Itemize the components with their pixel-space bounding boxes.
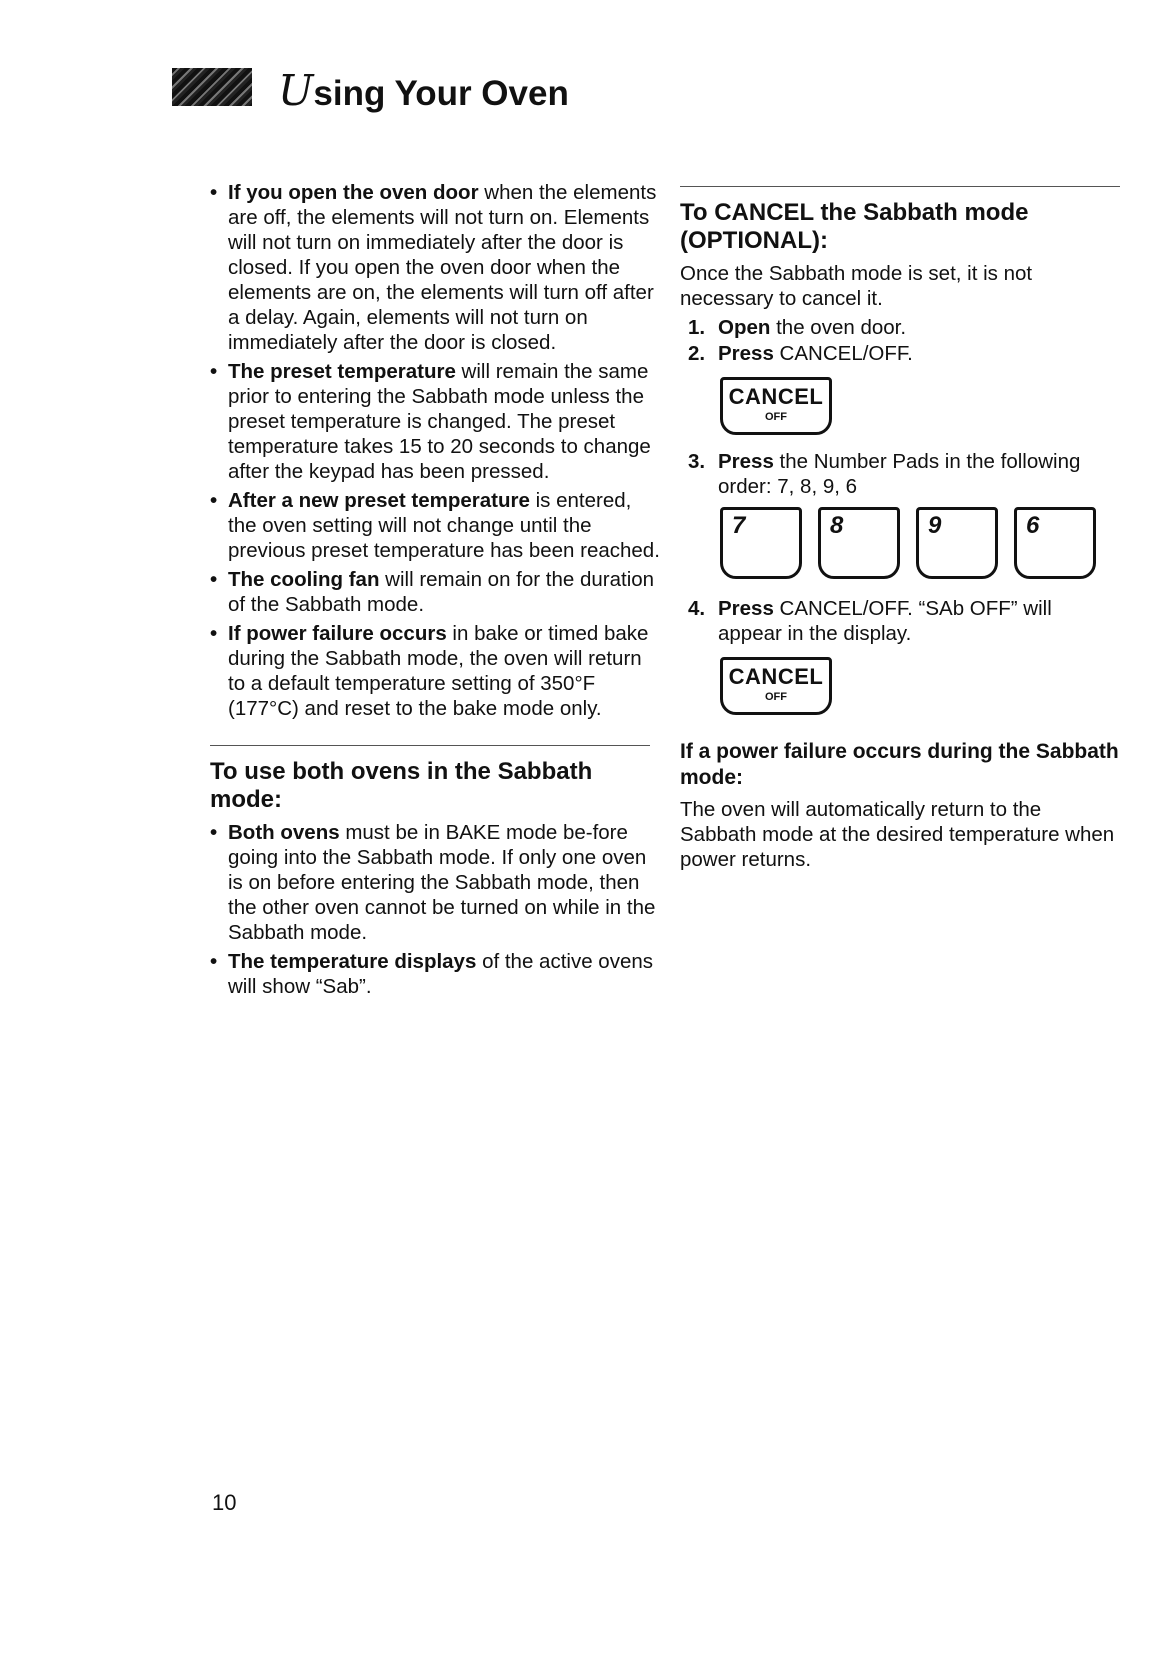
cancel-key-sublabel: OFF	[765, 411, 787, 423]
note-both-ovens-text: must be in BAKE mode be-fore going into the Sabbath mode. If only one oven is on before entering the Sabbath mode, then the other oven cannot be turned on while in the Sabbath mode.	[228, 821, 656, 944]
left-column	[210, 180, 660, 1003]
number-pads	[720, 507, 1120, 584]
note-cooling-fan-lead: The cooling fan	[228, 568, 380, 591]
cancel-off-key-icon	[720, 377, 832, 435]
cancel-key-label: CANCEL	[728, 384, 824, 409]
note-cooling-fan	[210, 567, 660, 617]
step-text: CANCEL/OFF.	[773, 342, 913, 365]
note-temperature-displays	[210, 949, 660, 999]
both-ovens-list	[210, 820, 660, 999]
number-pad-6-icon	[1014, 507, 1096, 579]
step-number: 3.	[688, 450, 706, 473]
number-pad-8-icon	[818, 507, 900, 579]
step-3	[680, 449, 1120, 499]
section-divider	[210, 745, 650, 746]
note-preset-temperature-text: will remain the same prior to entering the Sabbath mode unless the preset temperature is changed. The preset temperature takes 15 to 20 seconds to change after the keypad has been pressed.	[228, 360, 651, 483]
step-2	[680, 341, 1120, 366]
step-1	[680, 315, 1120, 340]
number-pad-7-icon	[720, 507, 802, 579]
number-pad-label: 9	[928, 512, 942, 539]
note-power-failure	[210, 621, 660, 721]
cancel-steps-final	[680, 596, 1120, 646]
note-new-preset-lead: After a new preset temperature	[228, 489, 530, 512]
section-divider	[680, 186, 1120, 187]
note-preset-temperature	[210, 359, 660, 484]
step-action: Press	[718, 597, 774, 620]
power-failure-heading: If a power failure occurs during the Sabbath mode:	[680, 740, 1119, 789]
header-logo-icon	[172, 68, 252, 106]
note-oven-door-lead: If you open the oven door	[228, 181, 479, 204]
note-oven-door	[210, 180, 660, 355]
cancel-sabbath-heading: To CANCEL the Sabbath mode (OPTIONAL):	[680, 199, 1029, 254]
number-pad-label: 7	[732, 512, 746, 539]
title-initial: U	[278, 66, 314, 115]
both-ovens-heading: To use both ovens in the Sabbath mode:	[210, 758, 593, 813]
number-pad-9-icon	[916, 507, 998, 579]
page-number: 10	[212, 1490, 237, 1515]
cancel-steps	[680, 315, 1120, 366]
cancel-off-key-icon	[720, 657, 832, 715]
step-4	[680, 596, 1120, 646]
title-rest: sing Your Oven	[313, 74, 569, 113]
step-action: Press	[718, 342, 774, 365]
power-failure-text: The oven will automatically return to the Sabbath mode at the desired temperature when power returns.	[680, 798, 1115, 871]
step-action: Press	[718, 450, 774, 473]
cancel-key-label: CANCEL	[728, 664, 824, 689]
step-number: 2.	[688, 342, 706, 365]
note-temperature-displays-lead: The temperature displays	[228, 950, 477, 973]
cancel-intro: Once the Sabbath mode is set, it is not necessary to cancel it.	[680, 262, 1033, 310]
note-both-ovens	[210, 820, 660, 945]
note-new-preset-text: is entered, the oven setting will not change until the previous preset temperature has been reached.	[228, 489, 660, 562]
step-action: Open	[718, 316, 771, 339]
cancel-steps-cont	[680, 449, 1120, 499]
step-number: 1.	[688, 316, 706, 339]
number-pad-label: 8	[830, 512, 844, 539]
note-preset-temperature-lead: The preset temperature	[228, 360, 456, 383]
note-cooling-fan-text: will remain on for the duration of the Sabbath mode.	[228, 568, 655, 616]
note-oven-door-text: when the elements are off, the elements will not turn on. Elements will not turn on immediately after the door is closed. If you open the oven door when the elements are on, the elements will turn off after a delay. Again, elements will not turn on immediately after the door is closed.	[228, 181, 657, 354]
step-text: the oven door.	[770, 316, 907, 339]
number-pad-label: 6	[1026, 512, 1040, 539]
cancel-key-sublabel: OFF	[765, 691, 787, 703]
sabbath-notes-list	[210, 180, 660, 721]
right-column	[680, 180, 1120, 872]
note-power-failure-lead: If power failure occurs	[228, 622, 447, 645]
note-power-failure-text: in bake or timed bake during the Sabbath mode, the oven will return to a default temperature setting of 350°F (177°C) and reset to the bake mode only.	[228, 622, 649, 720]
note-new-preset	[210, 488, 660, 563]
note-temperature-displays-text: of the active ovens will show “Sab”.	[228, 950, 654, 998]
step-text: CANCEL/OFF. “SAb OFF” will appear in the display.	[718, 597, 1052, 645]
note-both-ovens-lead: Both ovens	[228, 821, 340, 844]
page-title	[278, 66, 569, 115]
step-number: 4.	[688, 597, 706, 620]
step-text: the Number Pads in the following order: 7, 8, 9, 6	[718, 450, 1081, 498]
